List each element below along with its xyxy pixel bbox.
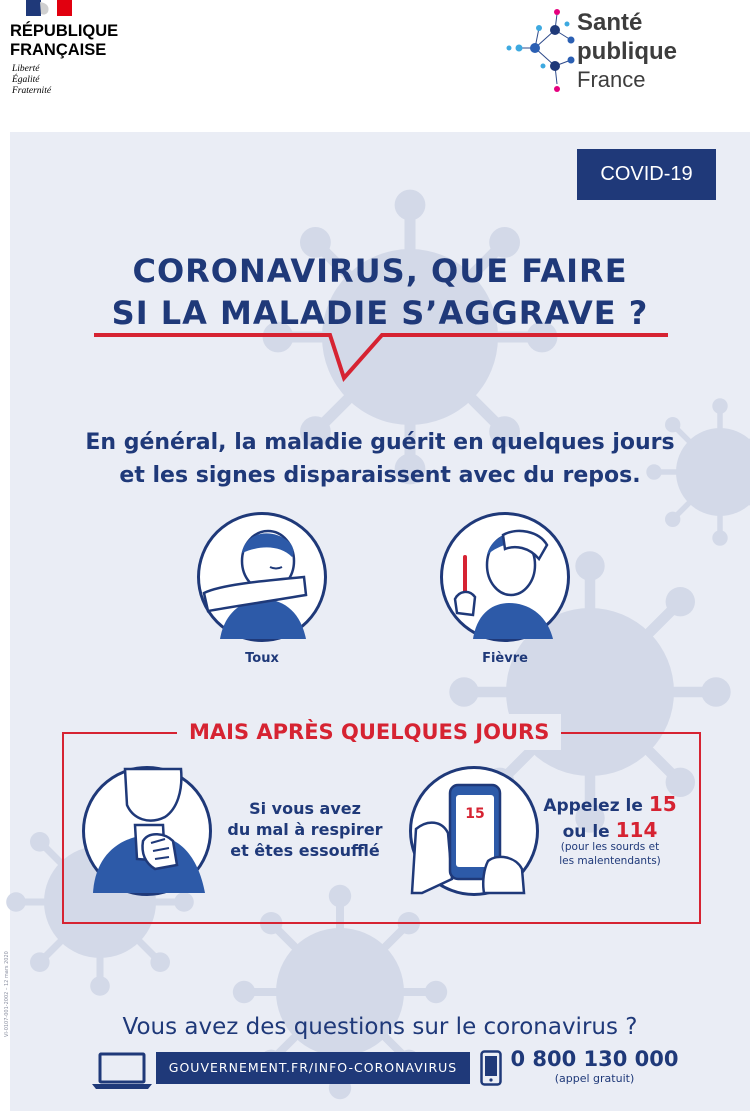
covid-tag: COVID-19 xyxy=(577,149,716,200)
republique-title: RÉPUBLIQUE FRANÇAISE xyxy=(10,22,119,59)
call-number-15: 15 xyxy=(648,792,677,816)
call-note-line1: (pour les sourds et xyxy=(560,841,660,853)
call-number-114: 114 xyxy=(615,818,658,842)
phone-icon xyxy=(480,1050,502,1086)
smartphone-hand-icon xyxy=(412,769,536,893)
sante-publique-france-wordmark xyxy=(577,8,677,93)
fever-person-icon xyxy=(443,515,567,639)
breath-line3: et êtes essoufflé xyxy=(230,841,380,860)
spf-line3: France xyxy=(577,67,646,92)
breathing-difficulty-illustration xyxy=(82,766,212,896)
spf-line1: Santé xyxy=(577,9,643,36)
title-line2: SI LA MALADIE S’AGGRAVE ? xyxy=(111,294,649,332)
document-reference: VI-0107-001-2002 – 12 mars 2020 xyxy=(4,951,10,1037)
page-title xyxy=(10,250,750,334)
intro-line1: En général, la maladie guérit en quelques jours xyxy=(85,430,675,455)
breath-line2: du mal à respirer xyxy=(227,820,383,839)
call-note-line2: les malentendants) xyxy=(559,855,661,867)
info-coronavirus-link[interactable]: GOUVERNEMENT.FR/INFO-CORONAVIRUS xyxy=(156,1052,470,1084)
call-note xyxy=(535,840,685,868)
alert-title: MAIS APRÈS QUELQUES JOURS xyxy=(177,714,561,750)
breathless-person-icon xyxy=(85,769,209,893)
republique-motto: Liberté Égalité Fraternité xyxy=(12,64,52,96)
speech-bubble-underline-icon xyxy=(92,328,670,380)
hotline-note: (appel gratuit) xyxy=(554,1072,635,1085)
call-instruction xyxy=(535,792,685,844)
spf-line2: publique xyxy=(577,38,677,65)
sante-publique-molecule-icon xyxy=(505,4,577,96)
phone-call-illustration xyxy=(409,766,539,896)
symptom-label: Fièvre xyxy=(482,651,528,666)
call-prefix1: Appelez le xyxy=(543,796,649,816)
symptom-label: Toux xyxy=(245,651,279,666)
intro-line2: et les signes disparaissent avec du repos. xyxy=(119,463,641,488)
symptom-cough xyxy=(197,512,327,666)
poster xyxy=(4,132,750,1111)
header xyxy=(0,0,750,132)
breathing-text xyxy=(210,798,400,861)
intro-text xyxy=(10,426,750,492)
footer-question: Vous avez des questions sur le coronavirus ? xyxy=(122,1014,638,1040)
breath-line1: Si vous avez xyxy=(249,799,361,818)
symptom-fever xyxy=(440,512,570,666)
laptop-icon xyxy=(90,1052,154,1090)
phone-screen-number: 15 xyxy=(465,806,485,822)
title-line1: CORONAVIRUS, QUE FAIRE xyxy=(132,252,628,290)
coughing-person-icon xyxy=(200,515,324,639)
marianne-flag-icon xyxy=(26,0,72,16)
hotline-number[interactable]: 0 800 130 000 xyxy=(510,1047,679,1071)
call-prefix2: ou le xyxy=(562,822,616,842)
